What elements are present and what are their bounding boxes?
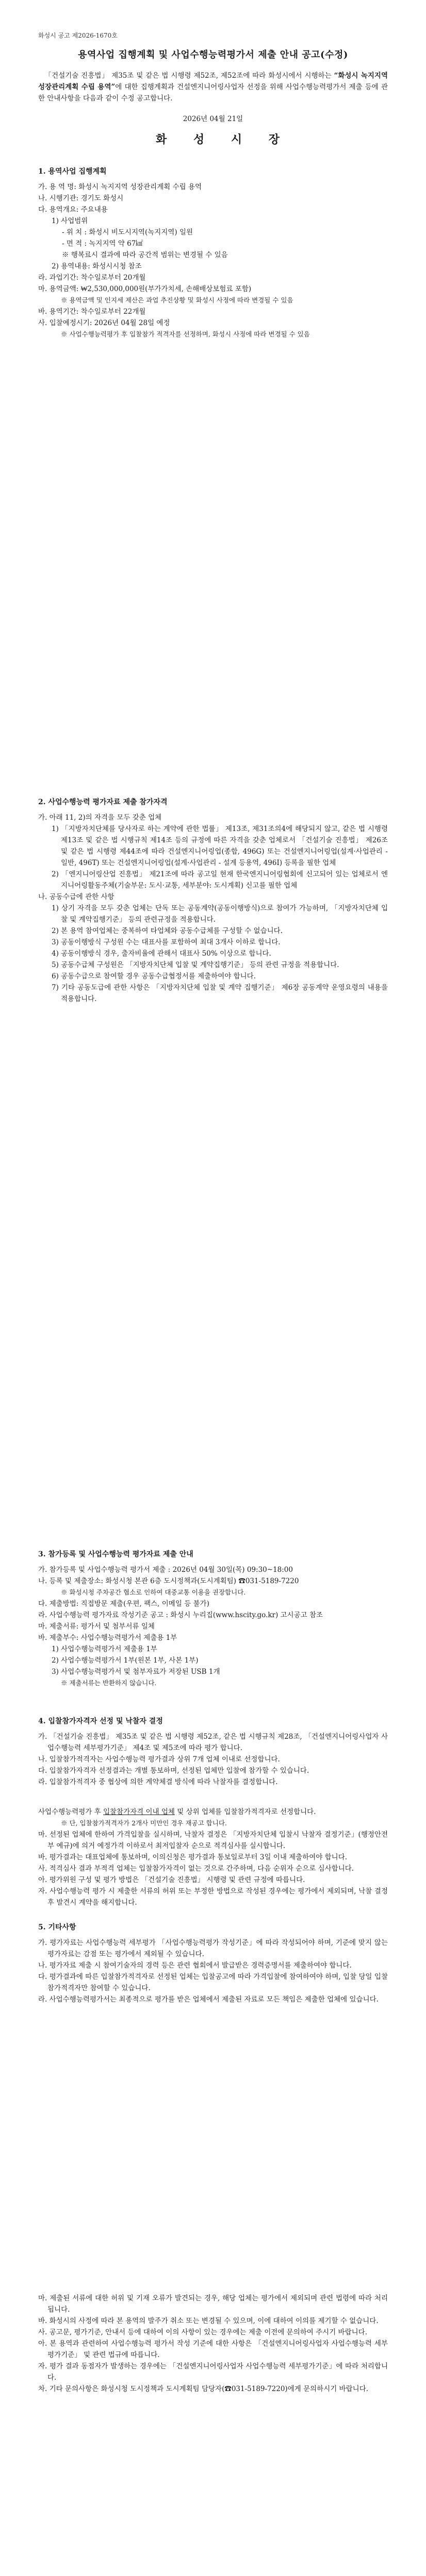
section-note: ※ 행복료시 결과에 따라 공간적 범위는 변경될 수 있음 — [62, 251, 228, 259]
section-line: 마. 제출서류: 평가서 및 첨부서류 일체 — [38, 1622, 155, 1631]
section-line: 1) 사업범위 — [52, 217, 88, 225]
section-line: - 위 치 : 화성시 비도시지역(녹지지역) 일원 — [62, 228, 193, 236]
section-note: ※ 사업수행능력평가 후 입찰참가 적격자를 선정하며, 화성시 사정에 따라 변경될 수 있음 — [61, 330, 310, 338]
section-title: 2. 사업수행능력 평가자료 제출 참가자격 — [38, 798, 168, 806]
document-page-2 — [0, 752, 426, 1504]
section-line: 자. 평가 결과 동점자가 발생하는 경우에는 「건설엔지니어링사업자 사업수행능력 세부평가기준」에 따라 처리합니다. — [38, 2362, 388, 2382]
section-line: 다. 입찰참가자격자 선정결과는 개별 통보하며, 선정된 업체만 입찰에 참가할 수 있습니다. — [38, 1767, 309, 1775]
section-line: 2) 본 용역 참여업체는 중복하여 타업체와 공동수급체를 구성할 수 없습니다. — [52, 927, 283, 935]
section-line: 2) 용역내용: 화성시시청 참조 — [52, 262, 142, 270]
section-line: 사. 입찰예정시기: 2026년 04월 28일 예정 — [38, 319, 170, 327]
section-line: 라. 사업수행능력 평가자료 작성기준 공고 : 화성시 누리집(www.hscity.go.kr) 고시공고 참조 — [38, 1611, 323, 1619]
section-line: 가. 참가등록 및 사업수행능력 평가서 제출 : 2026년 04월 30일(목) 09:30~18:00 — [38, 1566, 293, 1574]
section-line: 7) 기타 공동도급에 관한 사항은 「지방자치단체 입찰 및 계약 집행기준」 제6장 공동계약 운영요령의 내용을 적용합니다. — [52, 984, 388, 1003]
section-note: ※ 화성시청 주차공간 협소로 인하여 대중교통 이용을 권장합니다. — [61, 1588, 246, 1596]
section-line: 가. 평가자료는 사업수행능력 세부평가 「사업수행능력평가 작성기준」에 따라 작성되어야 하며, 기준에 맞지 않는 평가자료는 감점 또는 평가에서 제외될 수 있습니다. — [38, 1939, 388, 1958]
section-line: 사. 공고문, 평가기준, 안내서 등에 대하여 이의 사항이 있는 경우에는 제출 이전에 문의하여 주시기 바랍니다. — [38, 2328, 368, 2336]
section-line: 다. 평가결과에 따른 입찰참가적격자로 선정된 업체는 입찰공고에 따라 가격입찰에 참여하여야 하며, 입찰 당일 입찰참가적격자만 참여할 수 있습니다. — [38, 1973, 388, 1992]
section-line: 사. 적격심사 결과 부적격 업체는 입찰참가자격이 없는 것으로 간주하며, 다음 순위자 순으로 심사합니다. — [38, 1865, 354, 1873]
notice-number: 화성시 공고 제2026-1670호 — [38, 32, 118, 39]
page-content — [38, 788, 388, 1005]
page-content — [38, 30, 388, 340]
section-note: ※ 용역금액 및 인지세 제산은 과업 추진상황 및 화성시 사정에 따라 변경될 수 있음 — [61, 296, 293, 304]
section-line: 바. 용역기간: 착수일로부터 22개월 — [38, 308, 146, 316]
section-line: 나. 입찰참가적격자는 사업수행능력 평가결과 상위 7개 업체 이내로 선정합니다. — [38, 1755, 280, 1764]
section-note: ※ 단, 입찰참가적격자가 2개사 미만인 경우 재공고 합니다. — [61, 1819, 227, 1827]
section-line: 라. 사업수행능력평가서는 최종적으로 평가를 받은 업체에서 제출된 자료로 모든 책임은 제출한 업체에 있습니다. — [38, 1995, 379, 2004]
section-line: 마. 용역금액: ₩2,530,000,000원(부가가치세, 손해배상보험료 포함) — [38, 285, 252, 293]
section-line: 가. 「건설기술 진흥법」 제35조 및 같은 법 시행령 제52조, 같은 법 시행규칙 제28조, 「건설엔지니어링사업자 사업수행능력 세부평가기준」 제4조 및 제5조에 따라 평가 합니다. — [38, 1733, 388, 1752]
section-line: 3) 공동이행방식 구성원 수는 대표사를 포함하여 최대 3개사 이하로 합니다. — [52, 938, 281, 946]
issuer-signature: 화 성 시 장 — [156, 133, 291, 146]
section-line: 1) 「지방자치단체를 당사자로 하는 계약에 관한 법률」 제13조, 제31조의4에 해당되지 않고, 같은 법 시행령 제13조 및 같은 법 시행규칙 제14조 등의 규정에 따른 자격을 갖춘 업체로서 「건설기술 진흥법」 제26조 및 같은 법 시행령 제44조에 따라 건설엔지니어링업(종합, 496G) 또는 건설엔지니어링업(설계·사업관리 - 일반, 496T) 또는 건설엔지니어링업(설계·사업관리 - 설계 등용역, 496I) 등록을 필한 업체 — [52, 825, 388, 867]
section-line: 4) 공동이행방식 경우, 출자비율에 관해서 대표사 50% 이상으로 합니다. — [52, 950, 271, 958]
section-line: 다. 제출방법: 직접방문 제출(우편, 팩스, 이메일 등 불가) — [38, 1600, 209, 1608]
section-line: 마. 제출된 서류에 대한 허위 및 기재 오류가 발견되는 경우, 해당 업체는 평가에서 제외되며 관련 법령에 따라 처리됩니다. — [38, 2294, 388, 2314]
section-line: 아. 평가위원 구성 및 평가 방법은 「건설기술 진흥법」 시행령 및 관련 규정에 따릅니다. — [38, 1876, 305, 1884]
continued-line: 사업수행능력평가 후 입찰참가자격 이내 업체 및 상위 업체를 입찰참가적격자로 선정합니다. — [38, 1808, 316, 1816]
section-line: 나. 평가자료 제출 시 참여기술자의 경력 등은 관련 협회에서 발급받은 경력증명서를 제출하여야 합니다. — [38, 1961, 352, 1970]
section-line: 바. 평가결과는 대표업체에 통보하며, 이의신청은 평가결과 통보일로부터 3일 이내 제출하여야 합니다. — [38, 1853, 348, 1861]
section-line: 5) 공동수급체 구성원은 「지방자치단체 입찰 및 계약집행기준」 등의 관련 규정을 적용합니다. — [52, 961, 339, 969]
section-line: 6) 공동수급으로 참여할 경우 공동수급협정서를 제출하여야 합니다. — [52, 972, 256, 980]
document-page-1 — [0, 0, 426, 752]
section-line: 차. 기타 문의사항은 화성시청 도시정책과 도시계획팀 담당자(☎031-5189-7220)에게 문의하시기 바랍니다. — [38, 2385, 369, 2393]
section-line: 나. 공동수급에 관한 사항 — [38, 893, 114, 901]
section-line: 가. 용 역 명: 화성시 녹지지역 성장관리계획 수립 용역 — [38, 183, 202, 191]
section-line: 나. 시행기관: 경기도 화성시 — [38, 194, 124, 202]
section-line: 1) 상기 자격을 모두 갖춘 업체는 단독 또는 공동계약(공동이행방식)으로 참여가 가능하며, 「지방자치단체 입찰 및 계약집행기준」 등의 관련규정을 적용합니다. — [52, 904, 388, 924]
section-line: 라. 입찰참가적격자 중 협상에 의한 계약체결 방식에 따라 낙찰자를 결정합니다. — [38, 1778, 278, 1786]
section-line: 1) 사업수행능력평가서 제출용 1부 — [52, 1645, 157, 1653]
document-title: 용역사업 집행계획 및 사업수행능력평가서 제출 안내 공고(수정) — [78, 49, 348, 60]
section-line: 2) 「엔지니어링산업 진흥법」 제21조에 따라 공고일 현재 한국엔지니어링협회에 신고되어 있는 업체로서 엔지니어링활동주체(기술부문: 도시·교통, 세부분야: 도시계획) 신고를 필한 업체 — [52, 870, 388, 890]
section-line: 마. 선정된 업체에 한하여 가격입찰을 실시하며, 낙찰자 결정은 「지방자치단체 입찰시 낙찰자 결정기준」(행정안전부 예규)에 의거 예정가격 이하로서 최저입찰자 순으로 적격심사를 실시합니다. — [38, 1831, 388, 1850]
section-line: 자. 사업수행능력 평가 시 제출한 서류의 허위 또는 부정한 방법으로 작성된 경우에는 평가에서 제외되며, 낙찰 결정 후 발견시 계약을 해지합니다. — [38, 1887, 388, 1907]
section-line: 2) 사업수행능력평가서 1부(원본 1부, 사본 1부) — [52, 1656, 199, 1665]
section-line: 가. 아래 11, 2)의 자격을 모두 갖춘 업체 — [38, 814, 162, 822]
page-content — [38, 2293, 388, 2395]
document-page-4 — [0, 2257, 426, 2576]
notice-date: 2026년 04월 21일 — [183, 115, 243, 123]
section-title: 1. 용역사업 집행계획 — [38, 167, 107, 176]
underlined-phrase: 입찰참가자격 이내 업체 — [103, 1808, 175, 1816]
section-line: 3) 사업수행능력평가서 및 첨부자료가 저장된 USB 1개 — [52, 1668, 220, 1676]
section-note: ※ 제출서류는 반환하지 않습니다. — [61, 1679, 157, 1687]
intro-text-a: 「건설기술 진흥법」 제35조 및 같은 법 시행령 제52조, 제52조에 따라 화성시에서 시행하는 — [44, 72, 334, 80]
project-name: “화성시 녹지지역 성장관리계획 수립 용역” — [38, 72, 388, 91]
section-title: 3. 참가등록 및 사업수행능력 평가자료 제출 안내 — [38, 1550, 193, 1558]
document-page-3 — [0, 1504, 426, 2257]
intro-text-c: 에 대한 집행계획과 건설엔지니어링사업자 선정을 위해 사업수행능력평가서 제출 등에 관한 안내사항을 다음과 같이 수정 공고합니다. — [38, 83, 388, 103]
section-title: 4. 입찰참가자격자 선정 및 낙찰자 결정 — [38, 1717, 163, 1725]
section-line: 바. 화성시의 사정에 따라 본 용역의 발주가 취소 또는 변경될 수 있으며, 이에 대하여 이의를 제기할 수 없습니다. — [38, 2317, 379, 2325]
intro-paragraph — [38, 70, 388, 104]
section-title: 5. 기타사항 — [38, 1923, 76, 1931]
section-line: 바. 제출부수: 사업수행능력평가서 제출용 1부 — [38, 1634, 177, 1642]
page-content — [38, 1540, 388, 2005]
section-line: - 면 적 : 녹지지역 약 67㎢ — [62, 240, 143, 248]
section-line: 다. 용역개요: 주요내용 — [38, 206, 108, 214]
section-line: 아. 본 용역과 관련하여 사업수행능력 평가서 작성 기준에 대한 사항은 「건설엔지니어링사업자 사업수행능력 세부평가기준」 및 관련 법규에 따릅니다. — [38, 2340, 388, 2359]
section-line: 나. 등록 및 제출장소: 화성시청 본관 6층 도시정책과(도시계획팀) ☎031-5189-7220 — [38, 1577, 299, 1585]
section-line: 라. 과업기간: 착수일로부터 20개월 — [38, 274, 146, 282]
